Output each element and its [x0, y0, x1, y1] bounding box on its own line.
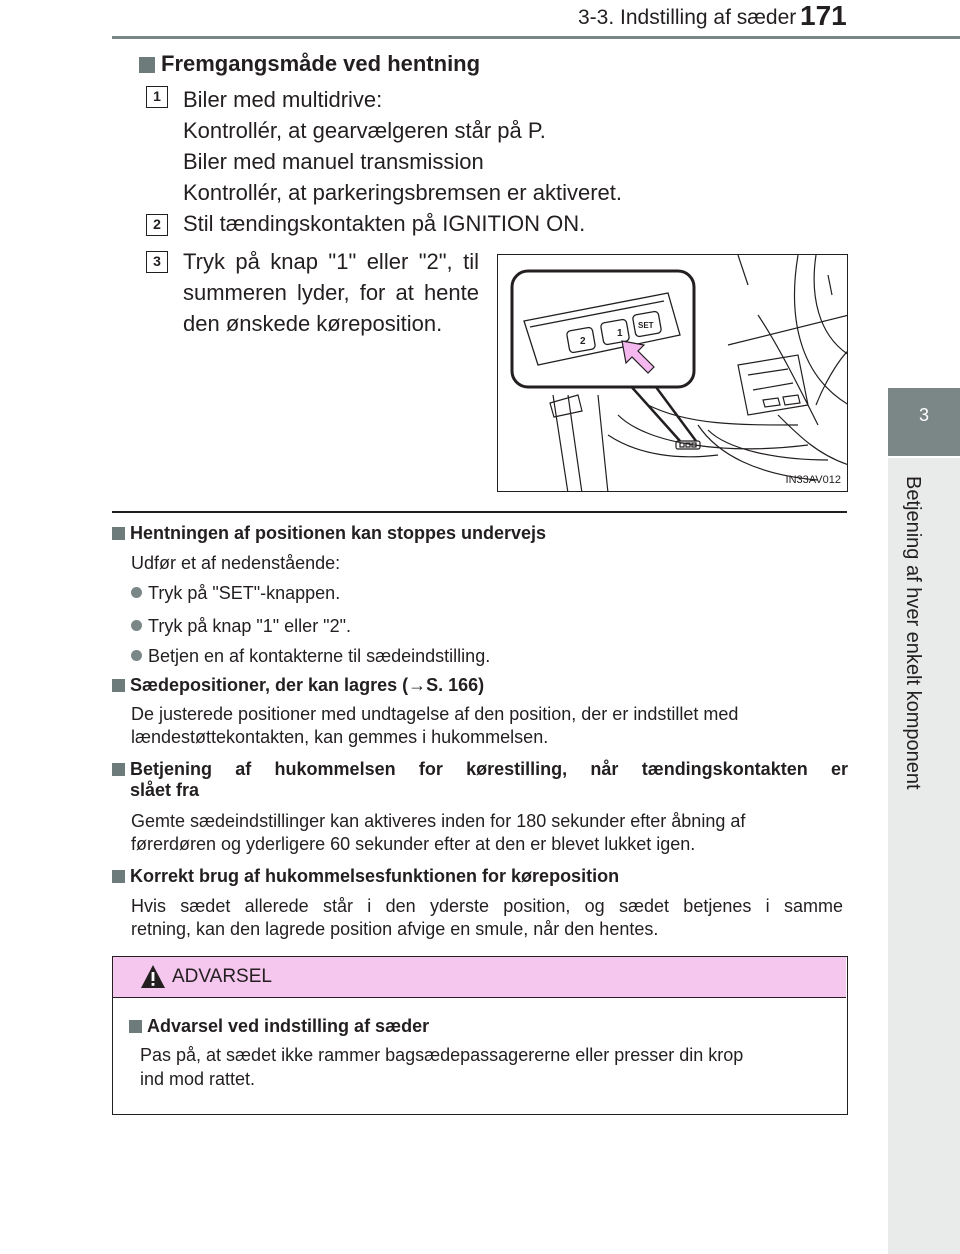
step-line: summeren lyder, for at hente [183, 280, 479, 305]
figure-code: IN33AV012 [785, 474, 841, 486]
step-number: 3 [146, 251, 168, 273]
warning-triangle-icon [140, 964, 166, 990]
button-2-label: 2 [580, 336, 586, 347]
memory-button-illustration [497, 254, 848, 492]
step-line: Biler med manuel transmission [183, 149, 484, 174]
step-number: 1 [146, 86, 168, 108]
door-panel-drawing [498, 255, 848, 492]
square-bullet-icon [129, 1020, 142, 1033]
note-text: Gemte sædeindstillinger kan aktiveres inden for 180 sekunder efter åbning af førerdøren og yderligere 60 sekunder efter at den er blevet lukket igen. [131, 811, 746, 854]
step-line: Tryk på knap "1" eller "2", til [183, 249, 479, 274]
warning-header [113, 957, 846, 998]
procedure-heading: Fremgangsmåde ved hentning [139, 51, 480, 77]
chapter-tab-label: Betjening af hver enkelt komponent [902, 476, 924, 790]
step-line: Kontrollér, at parkeringsbremsen er aktiveret. [183, 180, 622, 205]
square-bullet-icon [112, 763, 125, 776]
note-heading: Korrekt brug af hukommelsesfunktionen for køreposition [112, 866, 619, 887]
step-text [183, 208, 585, 239]
button-set-label: SET [638, 321, 654, 330]
square-bullet-icon [112, 870, 125, 883]
bullet-dot-icon [131, 620, 142, 631]
chapter-tab-number: 3 [888, 388, 960, 456]
square-bullet-icon [112, 679, 125, 692]
list-item: Tryk på "SET"-knappen. [131, 583, 340, 604]
bullet-dot-icon [131, 587, 142, 598]
note-text: Hvis sædet allerede står i den yderste position, og sædet betjenes i samme retning, kan den lagrede position afvige en smule, når den hentes. [131, 896, 843, 939]
step-number: 2 [146, 214, 168, 236]
list-item: Betjen en af kontakterne til sædeindstilling. [131, 646, 490, 667]
section-divider [112, 511, 847, 513]
warning-text: Pas på, at sædet ikke rammer bagsædepassagererne eller presser din krop ind mod rattet. [140, 1045, 744, 1089]
step-line: Stil tændingskontakten på IGNITION ON. [183, 211, 586, 236]
note-text: Udfør et af nedenstående: [131, 553, 341, 573]
note-heading: Hentningen af positionen kan stoppes undervejs [112, 523, 546, 544]
note-heading: Sædepositioner, der kan lagres (→S. 166) [112, 675, 484, 696]
bullet-dot-icon [131, 650, 142, 661]
button-1-label: 1 [617, 328, 623, 339]
step-line: Biler med multidrive: [183, 87, 383, 112]
square-bullet-icon [139, 57, 155, 73]
warning-heading: Advarsel ved indstilling af sæder [129, 1016, 429, 1037]
section-title: 3-3. Indstilling af sæder [578, 6, 797, 29]
step-line: den ønskede køreposition. [183, 311, 443, 336]
note-text: De justerede positioner med undtagelse af den position, der er indstillet med lændestøttekontakten, kan gemmes i hukommelsen. [131, 704, 739, 747]
step-text [183, 246, 479, 339]
warning-box [112, 956, 848, 1115]
warning-title: ADVARSEL [172, 966, 272, 987]
step-text [183, 84, 622, 208]
chapter-tab [888, 458, 960, 1254]
page-number: 171 [800, 0, 847, 31]
header-rule [112, 36, 960, 39]
note-heading: Betjening af hukommelsen for kørestilling, når tændingskontakten er slået fra [112, 759, 848, 801]
list-item: Tryk på knap "1" eller "2". [131, 616, 351, 637]
square-bullet-icon [112, 527, 125, 540]
step-line: Kontrollér, at gearvælgeren står på P. [183, 118, 546, 143]
